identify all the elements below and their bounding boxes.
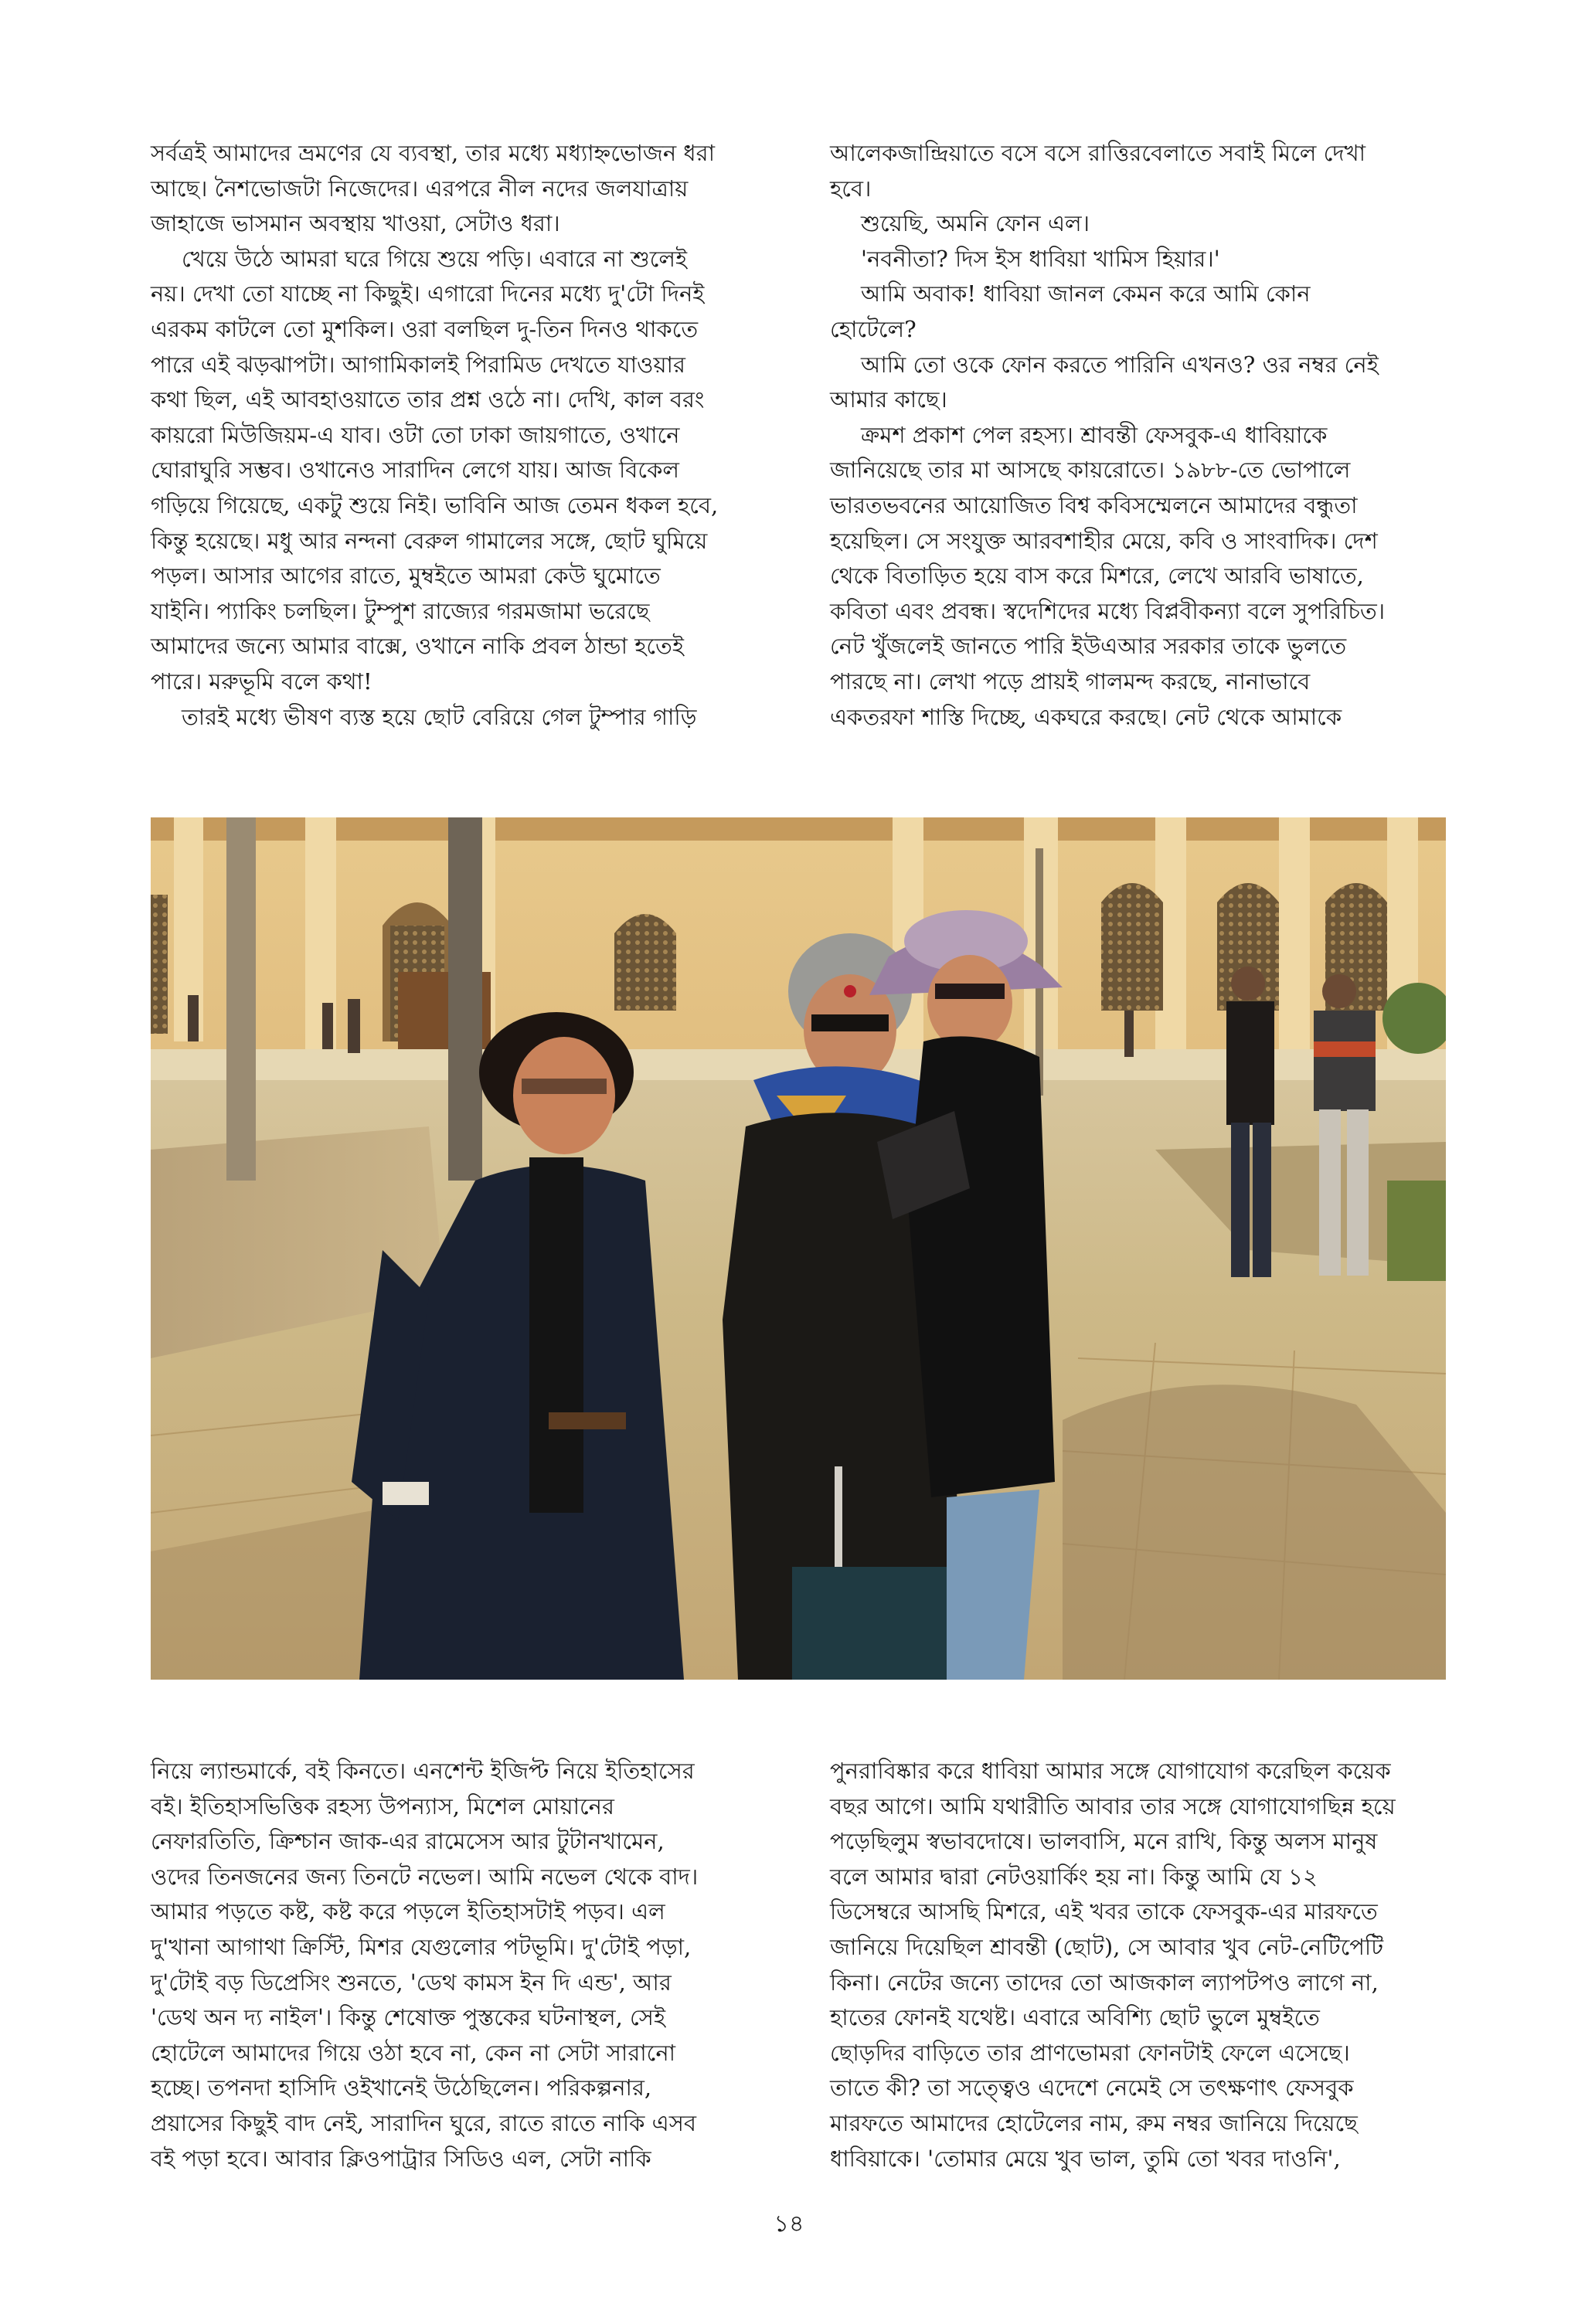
text-line: আমার কাছে। <box>830 386 947 413</box>
text-line: বছর আগে। আমি যথারীতি আবার তার সঙ্গে যোগাযোগছিন্ন হয়ে <box>830 1792 1396 1819</box>
photo-three-women-cairo-citadel <box>151 817 1446 1680</box>
text-line: শুয়েছি, অমনি ফোন এল। <box>861 210 1090 237</box>
text-line: পড়েছিলুম স্বভাবদোষে। ভালবাসি, মনে রাখি, কিন্তু অলস মানুষ <box>830 1828 1378 1855</box>
text-line: জানিয়ে দিয়েছিল শ্রাবন্তী (ছোট), সে আবার খুব নেট-নেটিপেটি <box>830 1933 1384 1960</box>
text-line: পড়ল। আসার আগের রাতে, মুম্বইতে আমরা কেউ ঘুমোতে <box>151 562 661 589</box>
text-column-bottom-left <box>151 1754 761 2176</box>
text-line: কায়রো মিউজিয়ম-এ যাব। ওটা তো ঢাকা জায়গাতে, ওখানে <box>151 421 680 448</box>
text-line: কবিতা এবং প্রবন্ধ। স্বদেশিদের মধ্যে বিপ্লবীকন্যা বলে সুপরিচিত। <box>830 597 1386 624</box>
text-line: ধাবিয়াকে। 'তোমার মেয়ে খুব ভাল, তুমি তো খবর দাওনি', <box>830 2145 1341 2172</box>
text-line: প্রয়াসের কিছুই বাদ নেই, সারাদিন ঘুরে, রাতে রাতে নাকি এসব <box>151 2109 696 2136</box>
page-number: ১৪ <box>774 2210 804 2237</box>
text-line: যাইনি। প্যাকিং চলছিল। টুম্পুশ রাজ্যের গরমজামা ভরেছে <box>151 597 650 624</box>
text-line: মারফতে আমাদের হোটেলের নাম, রুম নম্বর জানিয়ে দিয়েছে <box>830 2109 1358 2136</box>
text-line: কিন্তু হয়েছে। মধু আর নন্দনা বেরুল গামালের সঙ্গে, ছোট ঘুমিয়ে <box>151 527 708 554</box>
text-line: হোটেলে আমাদের গিয়ে ওঠা হবে না, কেন না সেটা সারানো <box>151 2039 676 2066</box>
text-line: কিনা। নেটের জন্যে তাদের তো আজকাল ল্যাপটপও লাগে না, <box>830 1969 1379 1996</box>
text-line: পারে। মরুভূমি বলে কথা! <box>151 668 372 695</box>
text-line: ঘোরাঘুরি সম্ভব। ওখানেও সারাদিন লেগে যায়। আজ বিকেল <box>151 457 679 484</box>
text-line: নেট খুঁজলেই জানতে পারি ইউএআর সরকার তাকে ভুলতে <box>830 633 1347 660</box>
text-line: কথা ছিল, এই আবহাওয়াতে তার প্রশ্ন ওঠে না। দেখি, কাল বরং <box>151 386 705 413</box>
text-column-top-right <box>830 136 1440 735</box>
text-line: ভারতভবনের আয়োজিত বিশ্ব কবিসম্মেলনে আমাদের বন্ধুতা <box>830 491 1358 518</box>
text-line: গড়িয়ে গিয়েছে, একটু শুয়ে নিই। ভাবিনি আজ তেমন ধকল হবে, <box>151 491 719 518</box>
text-line: আছে। নৈশভোজটা নিজেদের। এরপরে নীল নদের জলযাত্রায় <box>151 175 689 202</box>
text-line: নেফারতিতি, ক্রিশ্চান জাক-এর রামেসেস আর টুটানখামেন, <box>151 1828 665 1855</box>
text-line: তাতে কী? তা সত্ত্বেও এদেশে নেমেই সে তৎক্ষণাৎ ফেসবুক <box>830 2074 1354 2101</box>
text-line: হচ্ছে। তপনদা হাসিদি ওইখানেই উঠেছিলেন। পরিকল্পনার, <box>151 2074 652 2101</box>
text-line: তারই মধ্যে ভীষণ ব্যস্ত হয়ে ছোট বেরিয়ে গেল টুম্পার গাড়ি <box>182 703 697 730</box>
text-line: আমি তো ওকে ফোন করতে পারিনি এখনও? ওর নম্বর নেই <box>861 351 1379 378</box>
text-line: ডিসেম্বরে আসছি মিশরে, এই খবর তাকে ফেসবুক-এর মারফতে <box>830 1898 1378 1925</box>
text-line: বলে আমার দ্বারা নেটওয়ার্কিং হয় না। কিন্তু আমি যে ১২ <box>830 1863 1318 1890</box>
text-line: হাতের ফোনই যথেষ্ট। এবারে অবিশ্যি ছোট ভুলে মুম্বইতে <box>830 2004 1320 2031</box>
text-line: হয়েছিল। সে সংযুক্ত আরবশাহীর মেয়ে, কবি ও সাংবাদিক। দেশ <box>830 527 1378 554</box>
text-line: বই। ইতিহাসভিত্তিক রহস্য উপন্যাস, মিশেল মোয়ানের <box>151 1792 614 1819</box>
text-line: বই পড়া হবে। আবার ক্লিওপাট্রার সিডিও এল, সেটা নাকি <box>151 2145 651 2172</box>
text-line: 'ডেথ অন দ্য নাইল'। কিন্তু শেষোক্ত পুস্তকের ঘটনাস্থল, সেই <box>151 2004 666 2031</box>
text-line: জানিয়েছে তার মা আসছে কায়রোতে। ১৯৮৮-তে ভোপালে <box>830 457 1351 484</box>
text-line: এরকম কাটলে তো মুশকিল। ওরা বলছিল দু-তিন দিনও থাকতে <box>151 315 699 342</box>
text-line: নিয়ে ল্যান্ডমার্কে, বই কিনতে। এনশেন্ট ইজিপ্ট নিয়ে ইতিহাসের <box>151 1758 695 1784</box>
text-line: হবে। <box>830 175 872 202</box>
text-line: পুনরাবিষ্কার করে ধাবিয়া আমার সঙ্গে যোগাযোগ করেছিল কয়েক <box>830 1758 1391 1784</box>
text-line: ওদের তিনজনের জন্য তিনটে নভেল। আমি নভেল থেকে বাদ। <box>151 1863 699 1890</box>
text-line: ছোড়দির বাড়িতে তার প্রাণভোমরা ফোনটাই ফেলে এসেছে। <box>830 2039 1350 2066</box>
text-line: আমাদের জন্যে আমার বাক্সে, ওখানে নাকি প্রবল ঠান্ডা হতেই <box>151 633 684 660</box>
text-line: একতরফা শাস্তি দিচ্ছে, একঘরে করছে। নেট থেকে আমাকে <box>830 703 1342 730</box>
text-column-bottom-right <box>830 1754 1440 2176</box>
text-line: পারে এই ঝড়ঝাপটা। আগামিকালই পিরামিড দেখতে যাওয়ার <box>151 351 685 378</box>
text-line: দু'টোই বড় ডিপ্রেসিং শুনতে, 'ডেথ কামস ইন দি এন্ড', আর <box>151 1969 672 1996</box>
text-line: পারছে না। লেখা পড়ে প্রায়ই গালমন্দ করছে, নানাভাবে <box>830 668 1311 695</box>
text-line: জাহাজে ভাসমান অবস্থায় খাওয়া, সেটাও ধরা। <box>151 210 560 237</box>
text-line: নয়। দেখা তো যাচ্ছে না কিছুই। এগারো দিনের মধ্যে দু'টো দিনই <box>151 280 705 307</box>
text-line: আমার পড়তে কষ্ট, কষ্ট করে পড়লে ইতিহাসটাই পড়ব। এল <box>151 1898 665 1925</box>
text-column-top-left <box>151 136 761 735</box>
text-line: আমি অবাক! ধাবিয়া জানল কেমন করে আমি কোন <box>861 280 1311 307</box>
text-line: থেকে বিতাড়িত হয়ে বাস করে মিশরে, লেখে আরবি ভাষাতে, <box>830 562 1364 589</box>
text-line: দু'খানা আগাথা ক্রিস্টি, মিশর যেগুলোর পটভূমি। দু'টোই পড়া, <box>151 1933 692 1960</box>
text-line: 'নবনীতা? দিস ইস ধাবিয়া খামিস হিয়ার।' <box>861 245 1220 272</box>
text-line: খেয়ে উঠে আমরা ঘরে গিয়ে শুয়ে পড়ি। এবারে না শুলেই <box>182 245 688 272</box>
text-line: হোটেলে? <box>830 315 917 342</box>
text-line: সর্বত্রই আমাদের ভ্রমণের যে ব্যবস্থা, তার মধ্যে মধ্যাহ্নভোজন ধরা <box>151 140 715 166</box>
text-line: আলেকজান্দ্রিয়াতে বসে বসে রাত্তিরবেলাতে সবাই মিলে দেখা <box>830 140 1366 166</box>
text-line: ক্রমশ প্রকাশ পেল রহস্য। শ্রাবন্তী ফেসবুক-এ ধাবিয়াকে <box>861 421 1328 448</box>
